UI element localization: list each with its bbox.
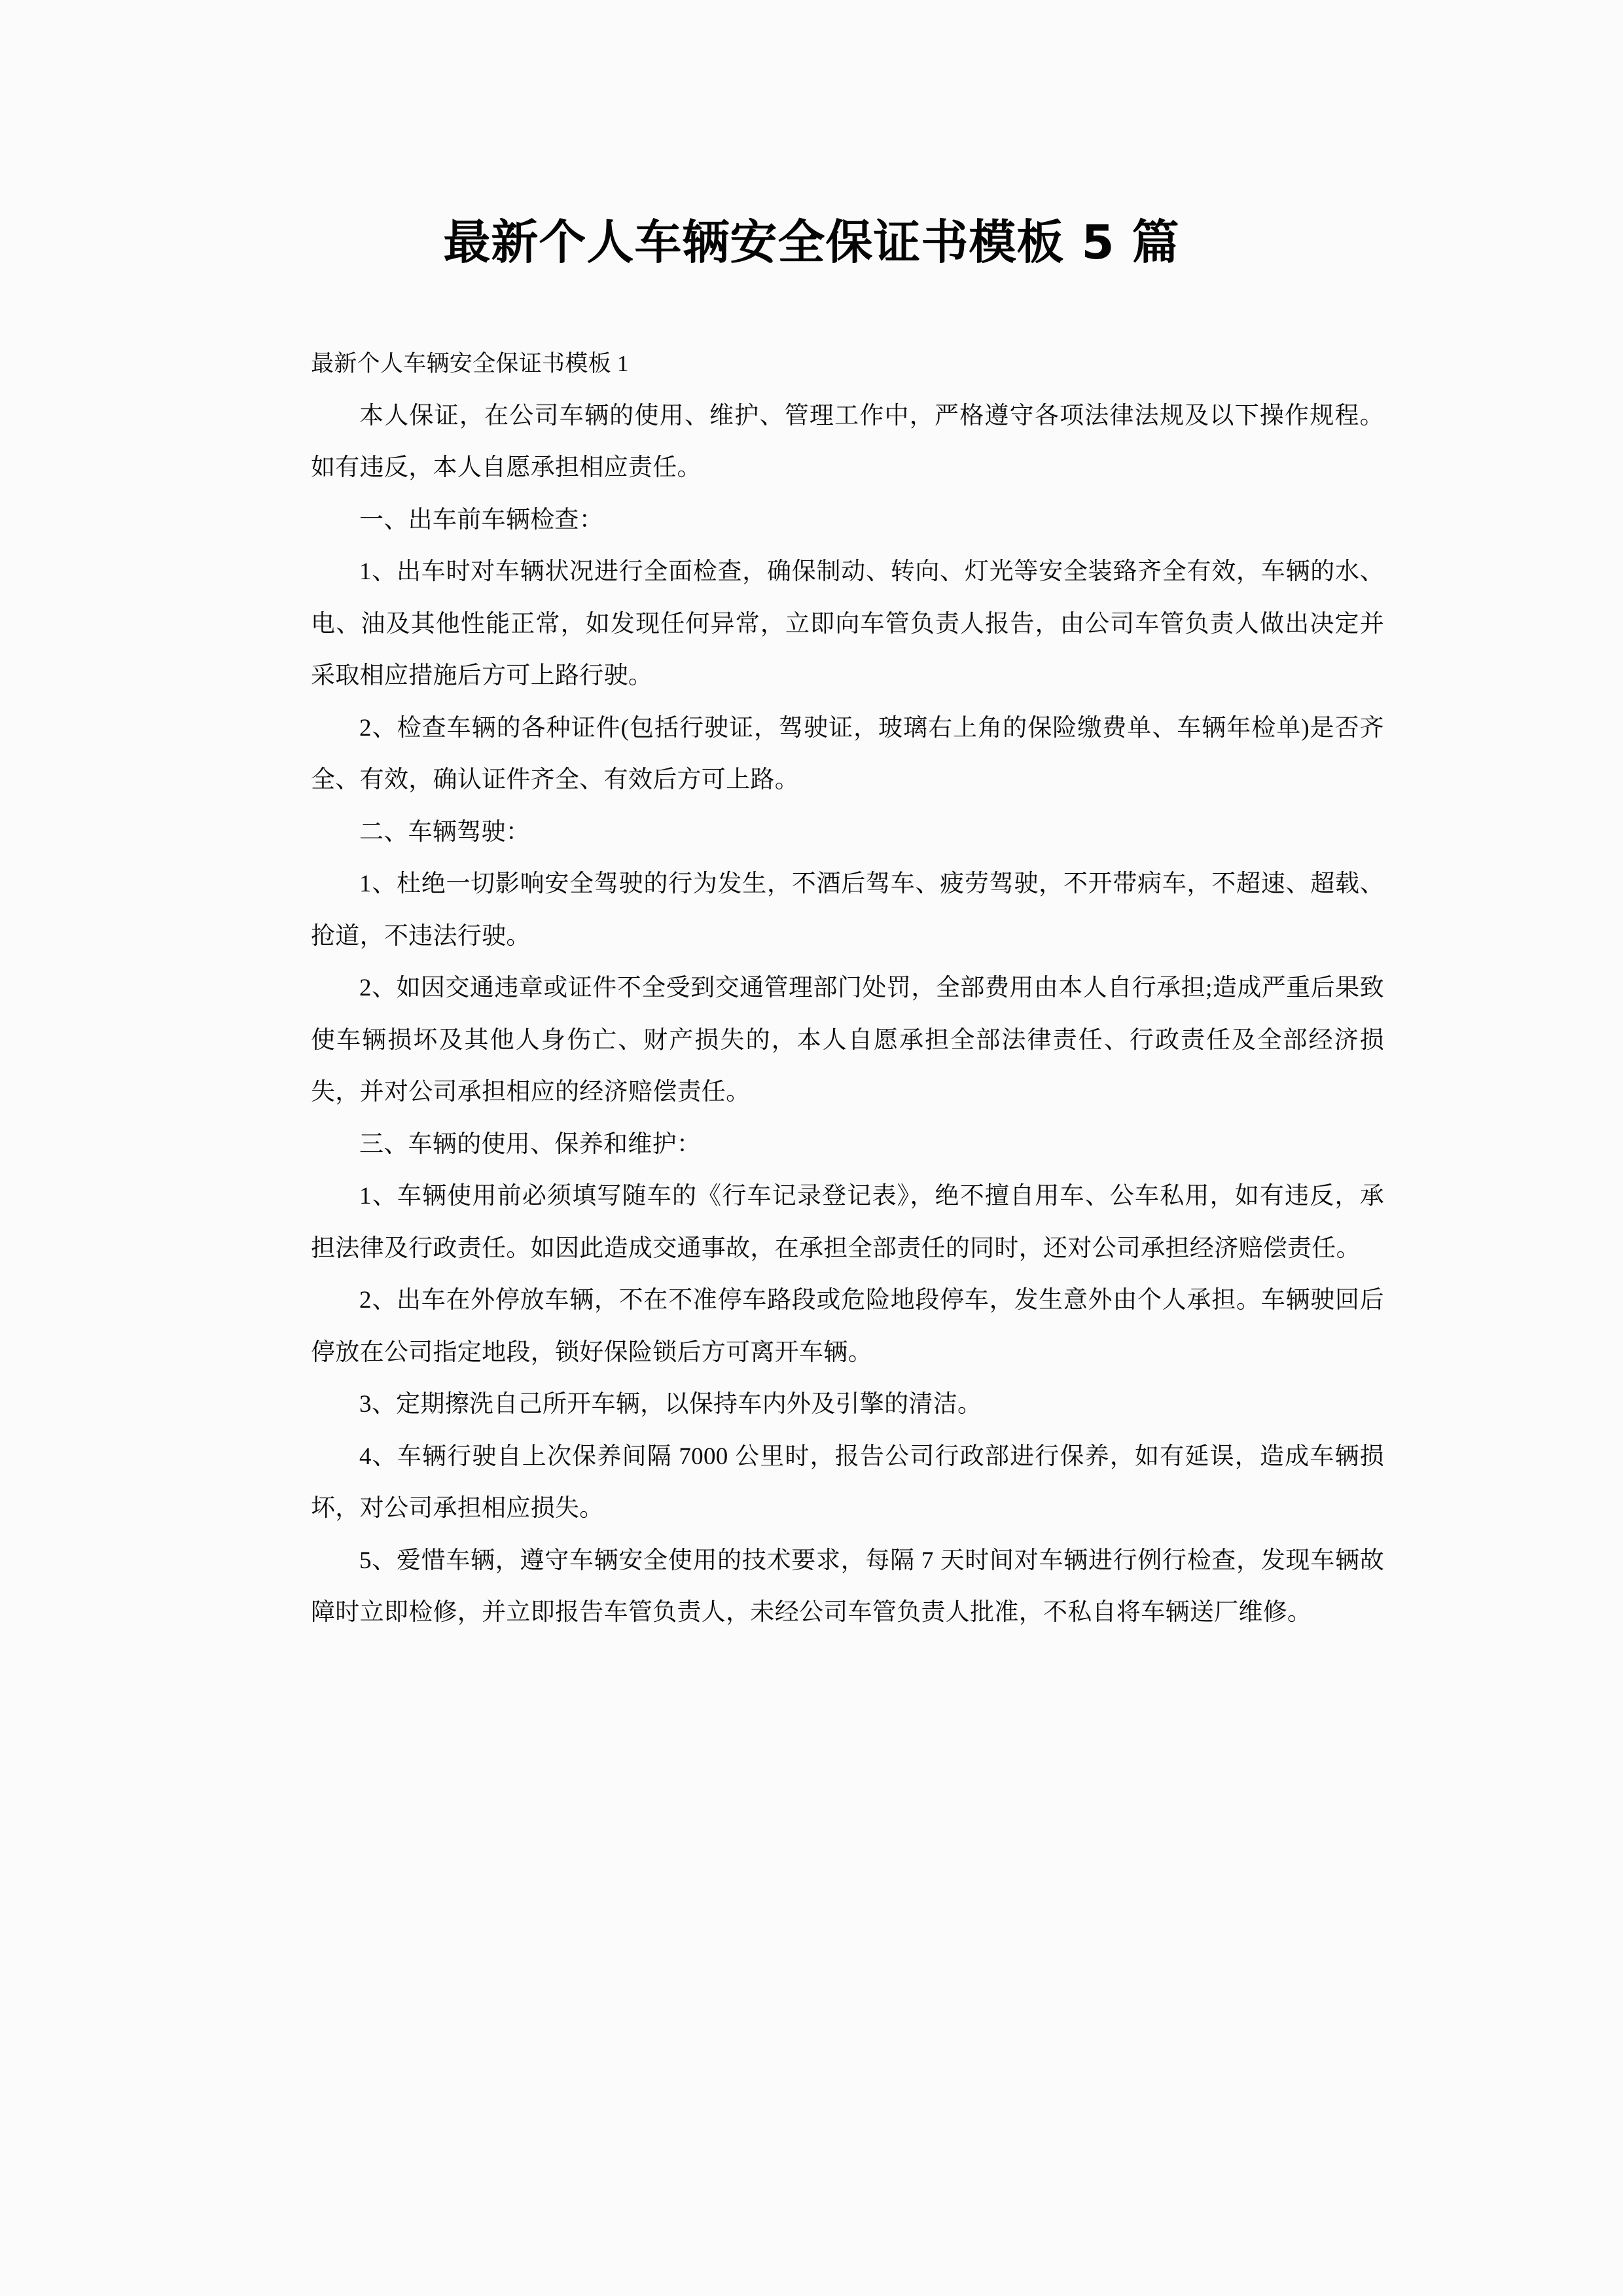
section-3-item-3: 3、定期擦洗自己所开车辆，以保持车内外及引擎的清洁。	[359, 1391, 982, 1418]
para-pledge-intro: 本人保证，在公司车辆的使用、维护、管理工作中，严格遵守各项法律法规及以下操作规程。如有违反，本人自愿承担相应责任。	[311, 402, 1384, 481]
section-3-item-2: 2、出车在外停放车辆，不在不准停车路段或危险地段停车，发生意外由个人承担。车辆驶回后停放在公司指定地段，锁好保险锁后方可离开车辆。	[311, 1287, 1384, 1366]
section-3-heading: 三、车辆的使用、保养和维护：	[359, 1130, 702, 1158]
section-2-item-2: 2、如因交通违章或证件不全受到交通管理部门处罚，全部费用由本人自行承担;造成严重后果致使车辆损坏及其他人身伤亡、财产损失的，本人自愿承担全部法律责任、行政责任及全部经济损失，并对公司承担相应的经济赔偿责任。	[311, 975, 1384, 1105]
section-2-item-1: 1、杜绝一切影响安全驾驶的行为发生，不酒后驾车、疲劳驾驶，不开带病车，不超速、超载、抢道，不违法行驶。	[311, 870, 1384, 950]
section-1-item-2: 2、检查车辆的各种证件(包括行驶证，驾驶证，玻璃右上角的保险缴费单、车辆年检单)是否齐全、有效，确认证件齐全、有效后方可上路。	[311, 714, 1384, 793]
section-3-item-5: 5、爱惜车辆，遵守车辆安全使用的技术要求，每隔 7 天时间对车辆进行例行检查，发现车辆故障时立即检修，并立即报告车管负责人，未经公司车管负责人批准，不私自将车辆送厂维修。	[311, 1547, 1384, 1626]
heading-template-1: 最新个人车辆安全保证书模板 1	[311, 351, 629, 376]
section-2-heading: 二、车辆驾驶：	[359, 818, 531, 846]
section-3-item-1: 1、车辆使用前必须填写随车的《行车记录登记表》，绝不擅自用车、公车私用，如有违反，承担法律及行政责任。如因此造成交通事故，在承担全部责任的同时，还对公司承担经济赔偿责任。	[311, 1183, 1384, 1262]
document-body	[311, 338, 1384, 1639]
section-1-item-1: 1、出车时对车辆状况进行全面检查，确保制动、转向、灯光等安全装臵齐全有效，车辆的水、电、油及其他性能正常，如发现任何异常，立即向车管负责人报告，由公司车管负责人做出决定并采取相应措施后方可上路行驶。	[311, 558, 1384, 689]
section-3-item-4: 4、车辆行驶自上次保养间隔 7000 公里时，报告公司行政部进行保养，如有延误，造成车辆损坏，对公司承担相应损失。	[311, 1443, 1384, 1522]
section-1-heading: 一、出车前车辆检查：	[359, 506, 603, 533]
page-title: 最新个人车辆安全保证书模板 5 篇	[443, 215, 1180, 270]
